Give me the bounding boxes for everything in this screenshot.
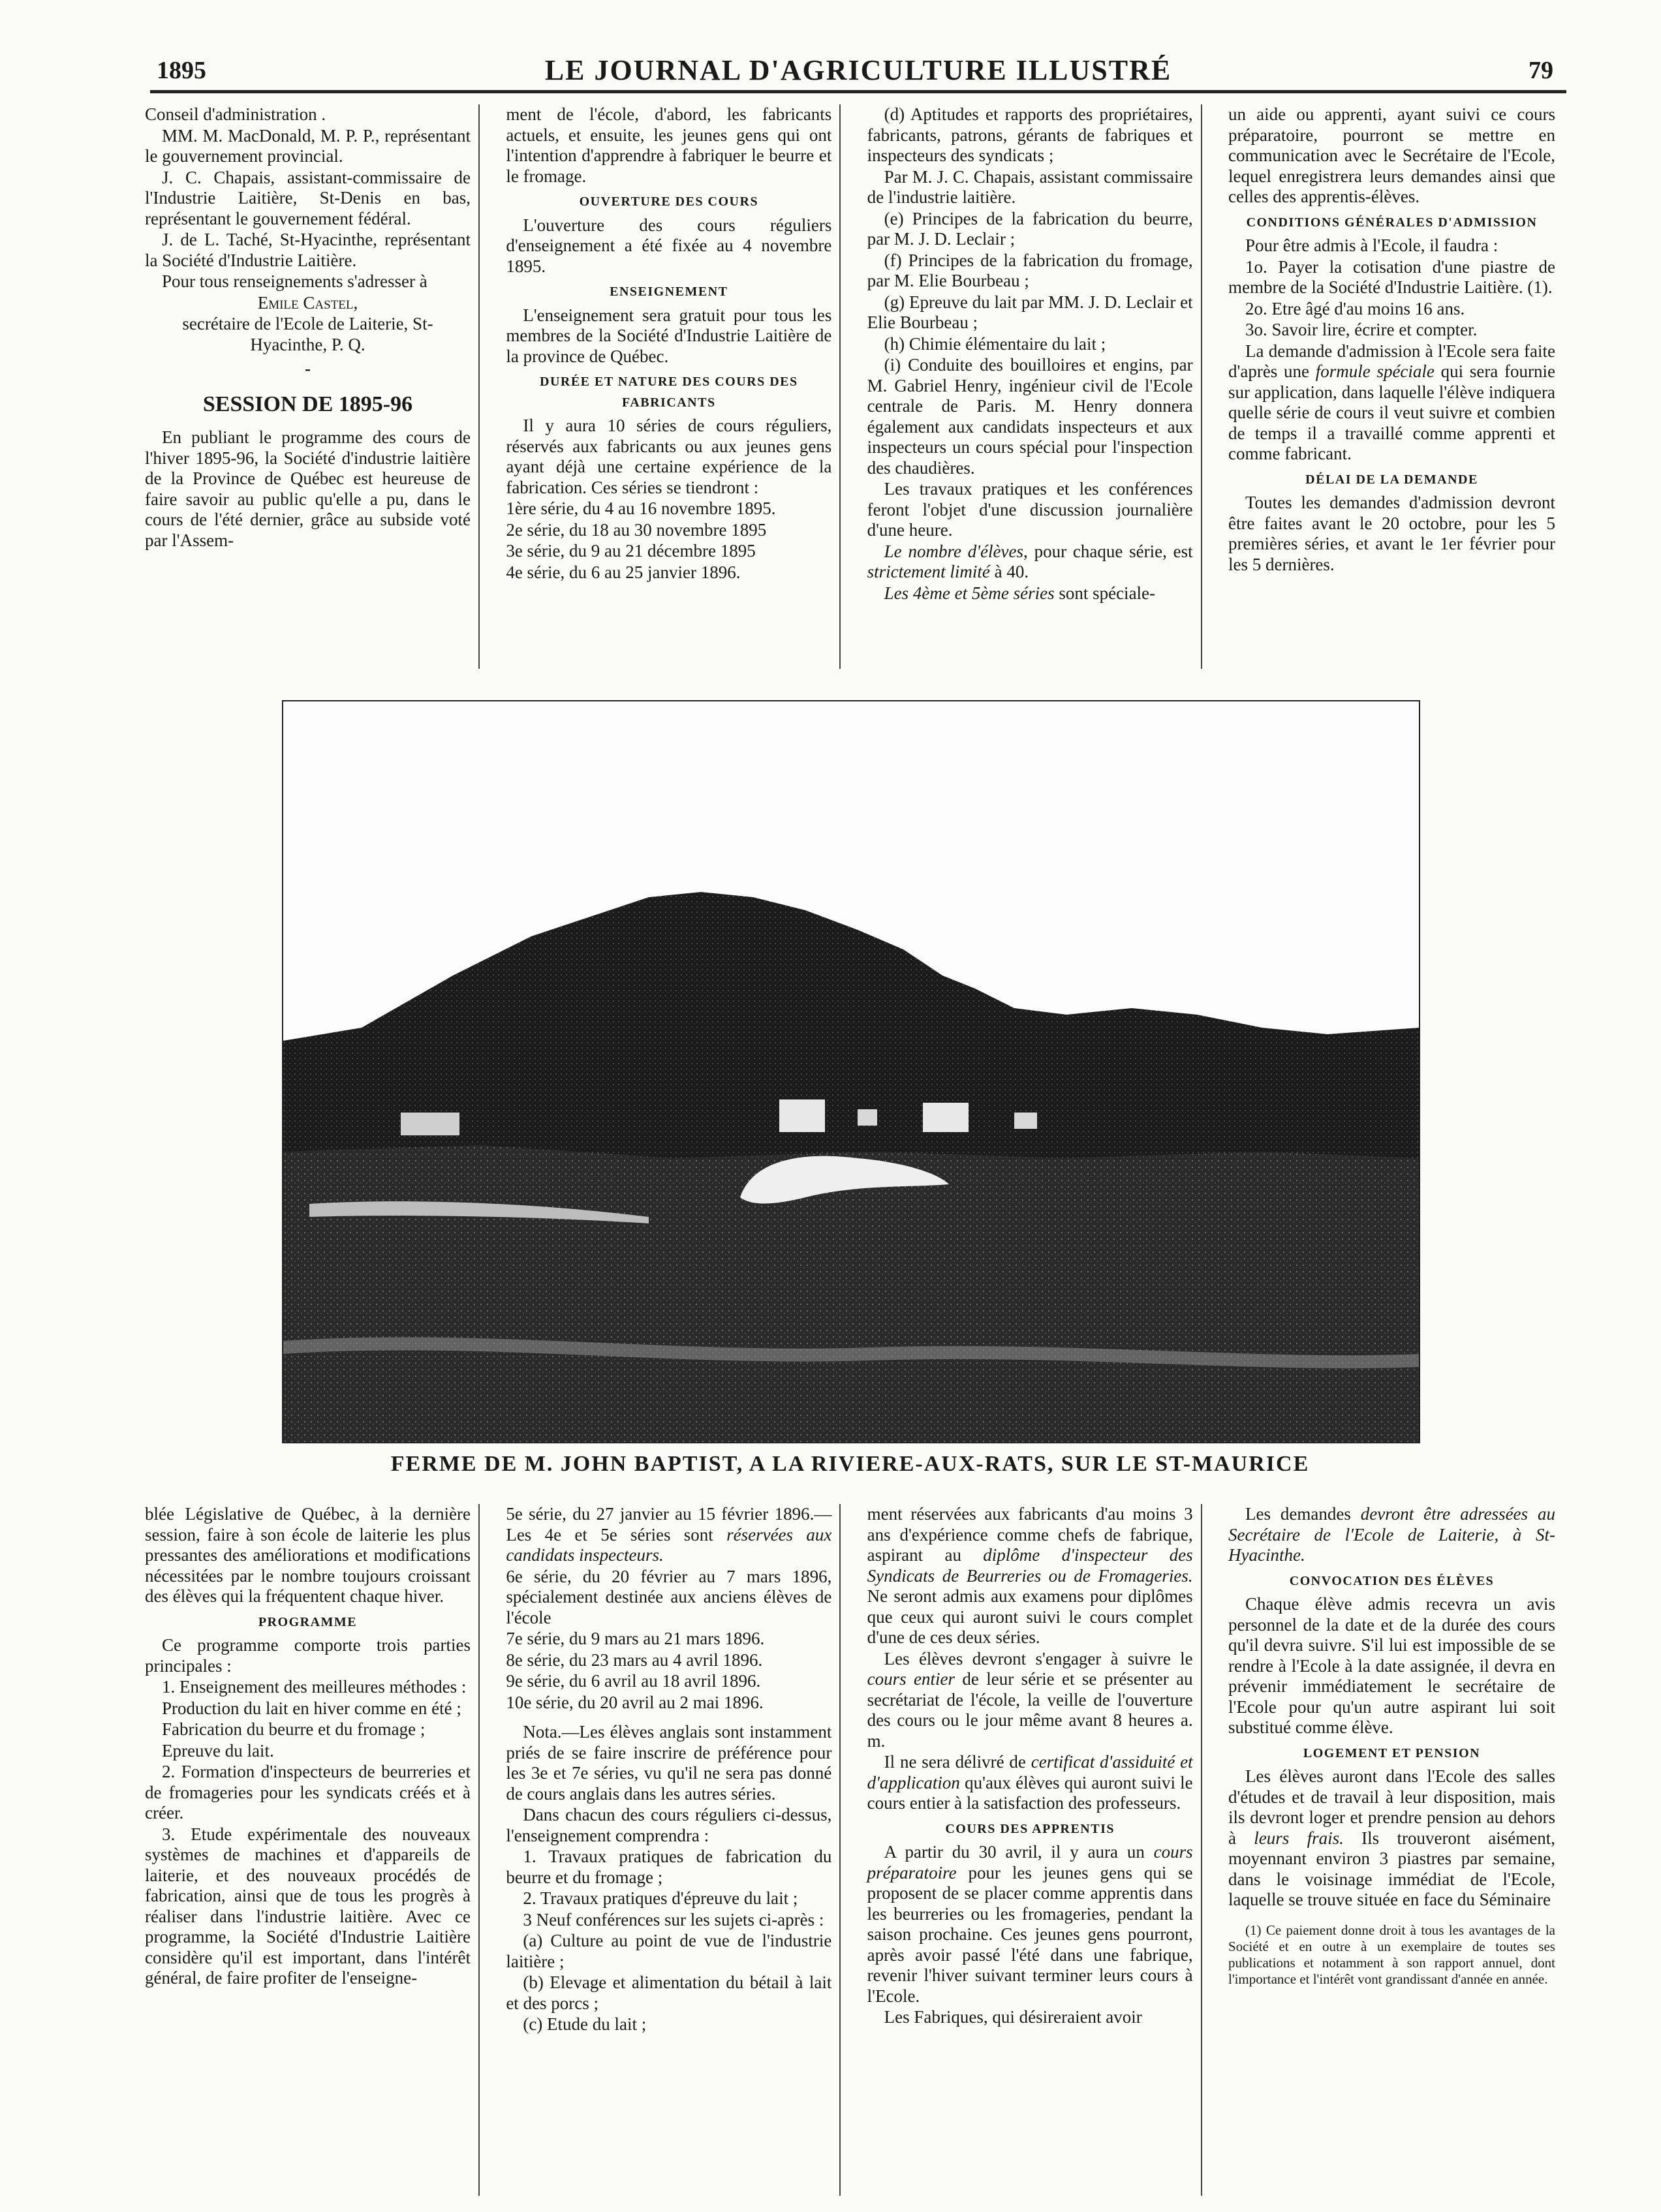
- subheading: CONVOCATION DES ÉLÈVES: [1289, 1573, 1495, 1588]
- subheading: PROGRAMME: [258, 1614, 358, 1629]
- top-column-4: [1220, 104, 1563, 669]
- subheading: ENSEIGNEMENT: [610, 284, 728, 299]
- subheading: OUVERTURE DES COURS: [579, 194, 759, 209]
- section-heading: SESSION DE 1895-96: [202, 392, 413, 416]
- paragraph: Dans chacun des cours réguliers ci-dessus, l'enseignement comprendra :: [506, 1805, 832, 1845]
- series-item: 4e série, du 6 au 25 janvier 1896.: [506, 562, 741, 582]
- paragraph: J. C. Chapais, assistant-commissaire de l'Industrie Laitière, St-Denis en bas, représentant le gouvernement fédéral.: [145, 167, 471, 228]
- bottom-column-3: [860, 1504, 1202, 2196]
- paragraph: [1228, 1766, 1555, 1911]
- paragraph: Il y aura 10 séries de cours réguliers, réservés aux fabricants ou aux jeunes gens ayant déjà une certaine expérience de la fabrication. Ces séries se tiendront :: [506, 416, 832, 497]
- emphasis: devront être adressées au Secrétaire de l'Ecole de Laiterie, à St-Hyacinthe.: [1228, 1504, 1555, 1565]
- footnote: (1) Ce paiement donne droit à tous les avantages de la Société et en outre à un exemplaire de toutes ses publications et notamment à son rapport annuel, dont l'importance et l'intérêt vont grandissant d'année en année.: [1228, 1922, 1555, 1987]
- paragraph: [867, 1504, 1193, 1648]
- paragraph: [506, 1504, 831, 1566]
- text: de leur série et se présenter au secrétariat de l'école, la veille de l'ouverture des cours ou le jour même avant 8 heures a. m.: [867, 1669, 1193, 1751]
- series-item: 7e série, du 9 mars au 21 mars 1896.: [506, 1629, 765, 1648]
- series-item: 1ère série, du 4 au 16 novembre 1895.: [506, 499, 776, 518]
- bottom-column-4: [1220, 1504, 1563, 2196]
- separator: -: [305, 359, 311, 378]
- top-columns: [137, 104, 1563, 669]
- paragraph: (e) Principes de la fabrication du beurre, par M. J. D. Leclair ;: [867, 208, 1193, 249]
- emphasis: cours entier: [867, 1669, 955, 1689]
- paragraph: (f) Principes de la fabrication du fromage, par M. Elie Bourbeau ;: [867, 250, 1193, 290]
- paragraph: 3 Neuf conférences sur les sujets ci-après :: [523, 1909, 824, 1929]
- paragraph: Epreuve du lait.: [162, 1740, 274, 1760]
- paragraph: (d) Aptitudes et rapports des propriétaires, fabricants, patrons, gérants de fabriques et inspecteurs des syndicats ;: [867, 104, 1193, 165]
- signature-name: Emile Castel,: [257, 292, 358, 313]
- farm-building: [1014, 1113, 1037, 1129]
- paragraph: ment de l'école, d'abord, les fabricants actuels, et ensuite, les jeunes gens qui ont l'intention d'apprendre à fabriquer le beurre et le fromage.: [506, 104, 832, 186]
- paragraph: [1228, 1504, 1555, 1566]
- paragraph: (g) Epreuve du lait par MM. J. D. Leclair et Elie Bourbeau ;: [867, 292, 1193, 332]
- subheading: COURS DES APPRENTIS: [945, 1821, 1115, 1836]
- paragraph: 3. Etude expérimentale des nouveaux systèmes de machines et d'appareils de laiterie, et des nouveaux procédés de fabrication, ainsi que de tous les progrès à réaliser dans l'industrie laitière. Avec ce programme, la Société d'Industrie Laitière considère qu'il est important, dans l'intérêt général, de faire profiter de l'enseigne-: [145, 1824, 471, 1988]
- emphasis: Le nombre d'élèves: [884, 541, 1023, 561]
- bottom-column-2: [498, 1504, 841, 2196]
- emphasis: diplôme d'inspecteur des Syndicats de Beurreries ou de Fromageries.: [867, 1545, 1193, 1586]
- emphasis: réservées aux candidats inspecteurs.: [506, 1524, 832, 1565]
- paragraph: Par M. J. C. Chapais, assistant commissaire de l'industrie laitière.: [867, 166, 1193, 207]
- text: La demande d'admission à l'Ecole sera faite d'après une: [1228, 341, 1555, 381]
- landscape-illustration: [283, 701, 1419, 1442]
- series-item: 2e série, du 18 au 30 novembre 1895: [506, 519, 767, 540]
- paragraph: [1228, 341, 1555, 465]
- text: 5e série, du 27 janvier au 15 février 1896.—Les 4e et 5e séries sont: [506, 1504, 832, 1544]
- text: à 40.: [989, 562, 1029, 581]
- farm-building: [923, 1103, 969, 1132]
- text: Ils trouveront aisément, moyennant environ 3 piastres par semaine, dans le voisinage immédiat de l'Ecole, laquelle se trouve située en face du Séminaire: [1228, 1828, 1555, 1909]
- paragraph: Ce programme comporte trois parties principales :: [145, 1635, 471, 1676]
- paragraph: 3o. Savoir lire, écrire et compter.: [1245, 320, 1478, 339]
- paragraph: 1. Enseignement des meilleures méthodes :: [162, 1677, 467, 1697]
- emphasis: certificat d'assiduité et d'application: [867, 1752, 1193, 1792]
- series-item: 3e série, du 9 au 21 décembre 1895: [506, 541, 756, 561]
- text: A partir du 30 avril, il y aura un: [884, 1842, 1154, 1862]
- paragraph: (b) Elevage et alimentation du bétail à lait et des porcs ;: [506, 1973, 832, 2013]
- paragraph: [867, 1842, 1193, 2006]
- header-year: 1895: [157, 57, 206, 84]
- signature-title: secrétaire de l'Ecole de Laiterie, St-Hyacinthe, P. Q.: [182, 314, 433, 354]
- paragraph: Les Fabriques, qui désireraient avoir: [884, 2007, 1142, 2027]
- paragraph: Chaque élève admis recevra un avis personnel de la date et de la durée des cours qu'il devra suivre. S'il lui est impossible de se rendre à l'Ecole à la date assignée, il devra en prévenir immédiatement le secrétaire de l'Ecole pour qu'un autre aspirant lui soit substitué comme élève.: [1228, 1594, 1555, 1737]
- emphasis: formule spéciale: [1315, 361, 1435, 381]
- paragraph: 1o. Payer la cotisation d'une piastre de membre de la Société d'Industrie Laitière. (1).: [1228, 256, 1555, 297]
- top-column-3: [860, 104, 1202, 669]
- farm-building: [779, 1099, 825, 1132]
- paragraph: [867, 583, 1193, 604]
- text: qu'aux élèves qui auront suivi le cours entier à la satisfaction des professeurs.: [867, 1772, 1193, 1813]
- paragraph: 1. Travaux pratiques de fabrication du beurre et du fromage ;: [506, 1847, 832, 1887]
- text: ment réservées aux fabricants d'au moins 3 ans d'expérience comme chefs de fabrique, aspirant au: [867, 1504, 1193, 1565]
- paragraph: Pour être admis à l'Ecole, il faudra :: [1245, 236, 1498, 255]
- text: Les demandes: [1245, 1504, 1361, 1524]
- paragraph: 2. Travaux pratiques d'épreuve du lait ;: [523, 1888, 798, 1908]
- farm-photograph: [282, 700, 1420, 1443]
- paragraph: 2o. Etre âgé d'au moins 16 ans.: [1245, 298, 1465, 318]
- text: sont spéciale-: [1054, 583, 1156, 603]
- text: pour les jeunes gens qui se proposent de se placer comme apprentis dans les beurreries ou les fromageries, pendant la saison prochaine. Ces jeunes gens pourront, après avoir passé l'été dans une fabrique, revenir l'hiver suivant terminer leurs cours à l'Ecole.: [867, 1862, 1193, 2006]
- paragraph: L'enseignement sera gratuit pour tous les membres de la Société d'Industrie Laitière de la province de Québec.: [506, 305, 832, 366]
- paragraph: J. de L. Taché, St-Hyacinthe, représentant la Société d'Industrie Laitière.: [145, 230, 471, 270]
- paragraph: Toutes les demandes d'admission devront être faites avant le 20 octobre, pour les 5 premières séries, et avant le 1er février pour les 5 dernières.: [1228, 493, 1555, 574]
- series-item: 9e série, du 6 avril au 18 avril 1896.: [506, 1671, 761, 1691]
- paragraph: Pour tous renseignements s'adresser à: [162, 271, 427, 291]
- bottom-column-1: [137, 1504, 480, 2196]
- paragraph: Fabrication du beurre et du fromage ;: [162, 1719, 426, 1739]
- paragraph: [867, 542, 1193, 583]
- paragraph: Nota.—Les élèves anglais sont instamment priés de se faire inscrire de préférence pour les 3e et 7e séries, vu qu'il ne sera pas donné de cours anglais dans les autres séries.: [506, 1722, 832, 1804]
- farm-building: [401, 1113, 459, 1135]
- paragraph: un aide ou apprenti, ayant suivi ce cours préparatoire, pourront se mettre en communication avec le Secrétaire de l'Ecole, lequel enregistrera leurs demandes ainsi que celles des apprentis-élèves.: [1228, 104, 1555, 206]
- subheading: CONDITIONS GÉNÉRALES D'ADMISSION: [1246, 215, 1538, 230]
- paragraph: blée Législative de Québec, à la dernière session, faire à son école de laiterie les plus pressantes des améliorations et modifications nécessitées par le nombre toujours croissant des élèves qui la fréquentent chaque hiver.: [145, 1504, 471, 1606]
- paragraph: (c) Etude du lait ;: [523, 2014, 647, 2034]
- text: Les élèves auront dans l'Ecole des salles d'études et de travail à leur disposition, mais ils devront loger et prendre pension au dehors à: [1228, 1766, 1555, 1848]
- paragraph: En publiant le programme des cours de l'hiver 1895-96, la Société d'industrie laitière de la Province de Québec est heureuse de faire savoir au public qu'elle a pu, dans le cours de l'été dernier, grâce au subside voté par l'Assem-: [145, 427, 471, 550]
- series-item: 10e série, du 20 avril au 2 mai 1896.: [506, 1692, 764, 1712]
- farm-building: [858, 1109, 877, 1126]
- paragraph: [867, 1649, 1193, 1752]
- emphasis: strictement limité: [867, 562, 990, 581]
- bottom-columns: [137, 1504, 1563, 2196]
- paragraph: L'ouverture des cours réguliers d'enseignement a été fixée au 4 novembre 1895.: [506, 215, 832, 276]
- emphasis: cours préparatoire: [867, 1842, 1193, 1882]
- paragraph: [867, 1752, 1193, 1814]
- text: Il ne sera délivré de: [884, 1752, 1031, 1772]
- paragraph: Les travaux pratiques et les conférences feront l'objet d'une discussion journalière d'une heure.: [867, 479, 1193, 540]
- subheading: DURÉE ET NATURE DES COURS DES FABRICANTS: [540, 375, 798, 410]
- text: , pour chaque série, est: [1023, 541, 1193, 561]
- paragraph: MM. M. MacDonald, M. P. P., représentant le gouvernement provincial.: [145, 125, 471, 166]
- journal-title: LE JOURNAL D'AGRICULTURE ILLUSTRÉ: [544, 54, 1172, 86]
- photo-caption: FERME DE M. JOHN BAPTIST, A LA RIVIERE-AUX-RATS, SUR LE ST-MAURICE: [390, 1452, 1310, 1476]
- paragraph: (i) Conduite des bouilloires et engins, par M. Gabriel Henry, ingénieur civil de l'Ecole centrale de Paris. M. Henry donnera également aux candidats inspecteurs et aux inspecteurs un cours spécial pour l'inspection des chaudières.: [867, 355, 1193, 478]
- paragraph: Production du lait en hiver comme en été ;: [162, 1698, 461, 1718]
- paragraph: Conseil d'administration .: [145, 104, 326, 124]
- paragraph: (a) Culture au point de vue de l'industrie laitière ;: [506, 1931, 832, 1971]
- emphasis: leurs frais.: [1254, 1828, 1344, 1848]
- emphasis: Les 4ème et 5ème séries: [884, 583, 1055, 603]
- subheading: LOGEMENT ET PENSION: [1303, 1745, 1481, 1760]
- paragraph: 2. Formation d'inspecteurs de beurreries et de fromageries pour les syndicats créés et à créer.: [145, 1762, 471, 1822]
- shoreline: [283, 1145, 1419, 1442]
- top-column-2: [498, 104, 841, 669]
- series-item: 6e série, du 20 février au 7 mars 1896, spécialement destinée aux anciens élèves de l'école: [506, 1566, 832, 1627]
- text: Les élèves devront s'engager à suivre le: [884, 1648, 1193, 1668]
- text: qui sera fournie sur application, dans laquelle l'élève indiquera quelle série de cours il veut suivre et combien de temps il a travaillé comme apprenti et comme fabricant.: [1228, 361, 1555, 463]
- page-number: 79: [1529, 57, 1553, 84]
- subheading: DÉLAI DE LA DEMANDE: [1305, 472, 1478, 487]
- paragraph: (h) Chimie élémentaire du lait ;: [884, 333, 1106, 354]
- series-item: 8e série, du 23 mars au 4 avril 1896.: [506, 1650, 763, 1670]
- text: Ne seront admis aux examens pour diplômes que ceux qui auront suivi le cours complet d'une de ces deux séries.: [867, 1586, 1193, 1647]
- top-column-1: [137, 104, 480, 669]
- page-header: [150, 51, 1566, 93]
